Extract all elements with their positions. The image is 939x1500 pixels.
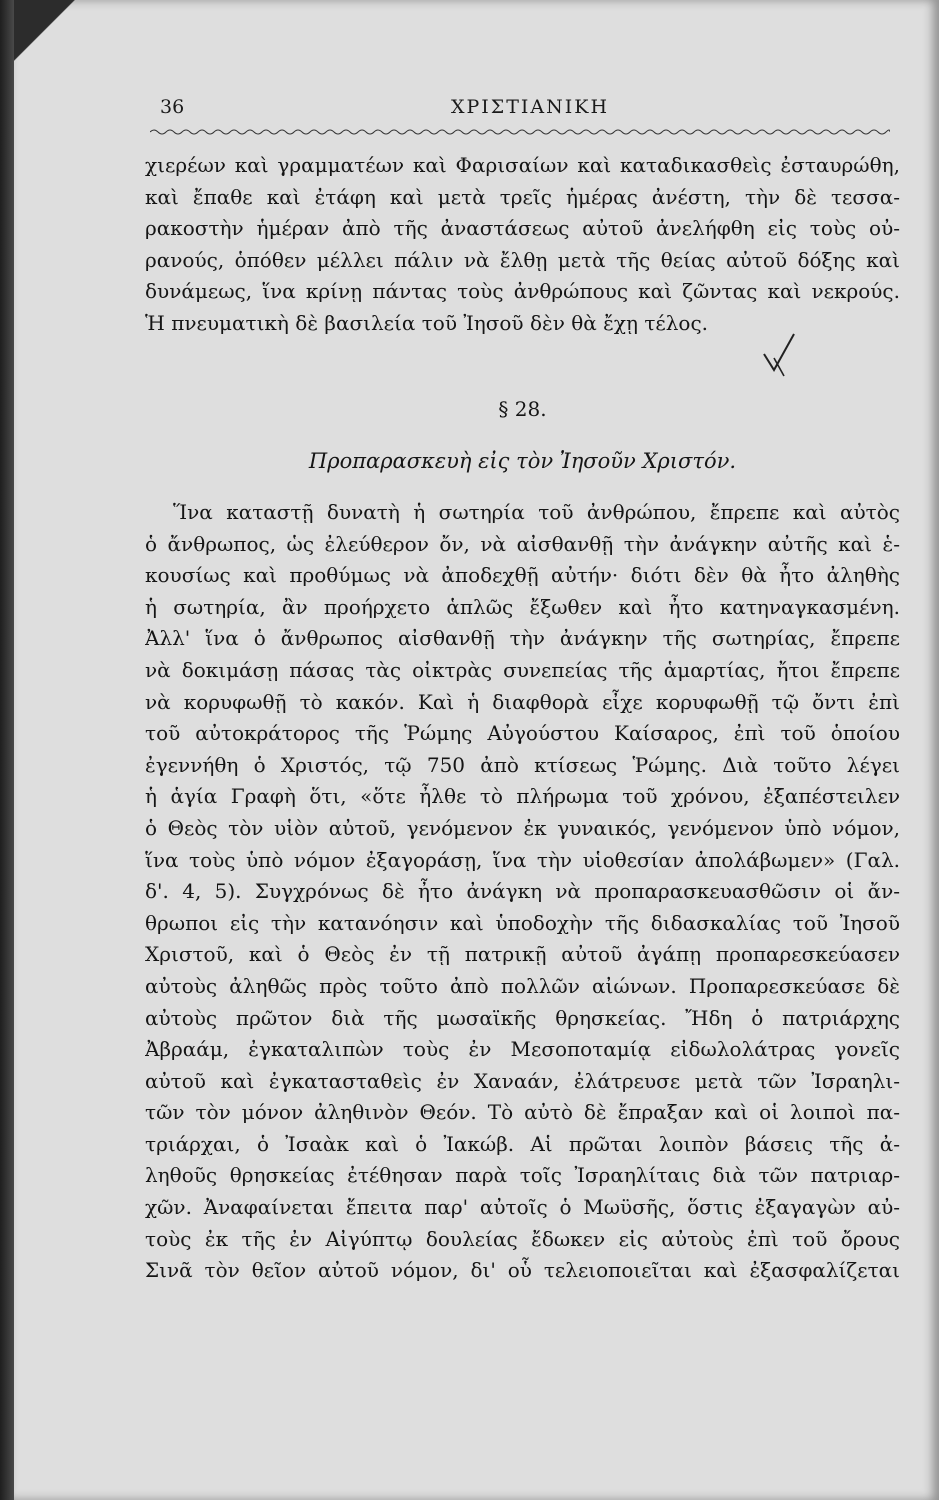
text-line: ὁ ἄνθρωπος, ὡς ἐλεύθερον ὄν, νὰ αἰσθανθῇ τὴν ἀνάγκην αὐτῆς καὶ ἑ- — [145, 531, 900, 556]
text-line: ἵνα τοὺς ὑπὸ νόμον ἐξαγοράσῃ, ἵνα τὴν υἱοθεσίαν ἀπολάβωμεν» (Γαλ. — [145, 847, 900, 872]
text-line: καὶ ἔπαθε καὶ ἐτάφη καὶ μετὰ τρεῖς ἡμέρας ἀνέστη, τὴν δὲ τεσσα- — [145, 184, 900, 209]
text-line: ἐγεννήθη ὁ Χριστός, τῷ 750 ἀπὸ κτίσεως Ῥώμης. Διὰ τοῦτο λέγει — [145, 752, 900, 777]
text-line: Ἀλλ' ἵνα ὁ ἄνθρωπος αἰσθανθῇ τὴν ἀνάγκην τῆς σωτηρίας, ἔπρεπε — [145, 626, 900, 651]
text-line: τοὺς ἐκ τῆς ἐν Αἰγύπτῳ δουλείας ἔδωκεν εἰς αὐτοὺς ἐπὶ τοῦ ὄρους — [145, 1226, 900, 1251]
text-line: Σινᾶ τὸν θεῖον αὐτοῦ νόμον, δι' οὗ τελειοποιεῖται καὶ ἐξασφαλίζεται — [145, 1258, 900, 1283]
text-line: ρανούς, ὁπόθεν μέλλει πάλιν νὰ ἔλθῃ μετὰ τῆς θείας αὐτοῦ δόξης καὶ — [145, 247, 900, 272]
text-line: δυνάμεως, ἵνα κρίνῃ πάντας τοὺς ἀνθρώπους καὶ ζῶντας καὶ νεκρούς. — [145, 279, 900, 304]
scan-corner-shadow — [14, 0, 84, 80]
text-line: αὐτοὺς πρῶτον διὰ τῆς μωσαϊκῆς θρησκείας. Ἤδη ὁ πατριάρχης — [145, 1005, 900, 1030]
scan-left-edge — [0, 0, 14, 1500]
text-line: ρακοστὴν ἡμέραν ἀπὸ τῆς ἀναστάσεως αὐτοῦ ἀνελήφθη εἰς τοὺς οὐ- — [145, 216, 900, 241]
paragraph-1 — [145, 150, 900, 340]
text-line: θρωποι εἰς τὴν κατανόησιν καὶ ὑποδοχὴν τῆς διδασκαλίας τοῦ Ἰησοῦ — [145, 910, 900, 935]
text-line: Χριστοῦ, καὶ ὁ Θεὸς ἐν τῇ πατρικῇ αὐτοῦ ἀγάπῃ προπαρεσκεύασεν — [145, 942, 900, 967]
text-line: ὁ Θεὸς τὸν υἱὸν αὐτοῦ, γενόμενον ἐκ γυναικός, γενόμενον ὑπὸ νόμον, — [145, 815, 900, 840]
text-line: ἡ σωτηρία, ἂν προήρχετο ἁπλῶς ἔξωθεν καὶ ἦτο κατηναγκασμένη. — [145, 594, 900, 619]
text-line: Ἵνα καταστῇ δυνατὴ ἡ σωτηρία τοῦ ἀνθρώπου, ἔπρεπε καὶ αὐτὸς — [173, 500, 900, 524]
section-title: Προπαρασκευὴ εἰς τὸν Ἰησοῦν Χριστόν. — [308, 449, 737, 473]
running-head: ΧΡΙΣΤΙΑΝΙΚΗ — [450, 96, 610, 118]
page-number: 36 — [160, 96, 185, 118]
header-wavy-rule — [150, 128, 890, 136]
text-line: χιερέων καὶ γραμματέων καὶ Φαρισαίων καὶ καταδικασθεὶς ἐσταυρώθη, — [145, 153, 900, 177]
text-line: Ἀβραάμ, ἐγκαταλιπὼν τοὺς ἐν Μεσοποταμίᾳ εἰδωλολάτρας γονεῖς — [145, 1037, 900, 1062]
text-line: τριάρχαι, ὁ Ἰσαὰκ καὶ ὁ Ἰακώβ. Αἱ πρῶται λοιπὸν βάσεις τῆς ἀ- — [145, 1131, 900, 1156]
text-line: ἡ ἁγία Γραφὴ ὅτι, «ὅτε ἦλθε τὸ πλήρωμα τοῦ χρόνου, ἐξαπέστειλεν — [145, 784, 900, 809]
text-line: κουσίως καὶ προθύμως νὰ ἀποδεχθῇ αὐτήν· διότι δὲν θὰ ἦτο ἀληθὴς — [145, 563, 900, 588]
text-line: δ'. 4, 5). Συγχρόνως δὲ ἦτο ἀνάγκη νὰ προπαρασκευασθῶσιν οἱ ἄν- — [145, 879, 900, 904]
text-line: τοῦ αὐτοκράτορος τῆς Ῥώμης Αὐγούστου Καίσαρος, ἐπὶ τοῦ ὁποίου — [145, 721, 900, 746]
text-line: αὐτοῦ καὶ ἐγκατασταθεὶς ἐν Χαναάν, ἐλάτρευσε μετὰ τῶν Ἰσραηλι- — [145, 1068, 900, 1093]
text-line: χῶν. Ἀναφαίνεται ἔπειτα παρ' αὐτοῖς ὁ Μωϋσῆς, ὅστις ἐξαγαγὼν αὐ- — [145, 1195, 900, 1220]
text-line: Ἡ πνευματικὴ δὲ βασιλεία τοῦ Ἰησοῦ δὲν θὰ ἔχῃ τέλος. — [145, 310, 709, 335]
paragraph-2 — [145, 497, 900, 1287]
text-line: νὰ δοκιμάσῃ πάσας τὰς οἰκτρὰς συνεπείας τῆς ἁμαρτίας, ἤτοι ἔπρεπε — [145, 657, 900, 682]
handwritten-check-mark — [760, 332, 800, 378]
page-header — [160, 96, 900, 126]
text-line: ληθοῦς θρησκείας ἐτέθησαν παρὰ τοῖς Ἰσραηλίταις διὰ τῶν πατριαρ- — [145, 1163, 900, 1188]
text-line: τῶν τὸν μόνον ἀληθινὸν Θεόν. Τὸ αὐτὸ δὲ ἔπραξαν καὶ οἱ λοιποὶ πα- — [145, 1100, 900, 1125]
section-number: § 28. — [498, 397, 547, 421]
text-line: αὐτοὺς ἀληθῶς πρὸς τοῦτο ἀπὸ πολλῶν αἰώνων. Προπαρεσκεύασε δὲ — [145, 973, 900, 998]
text-line: νὰ κορυφωθῇ τὸ κακόν. Καὶ ἡ διαφθορὰ εἶχε κορυφωθῇ τῷ ὄντι ἐπὶ — [145, 689, 900, 714]
